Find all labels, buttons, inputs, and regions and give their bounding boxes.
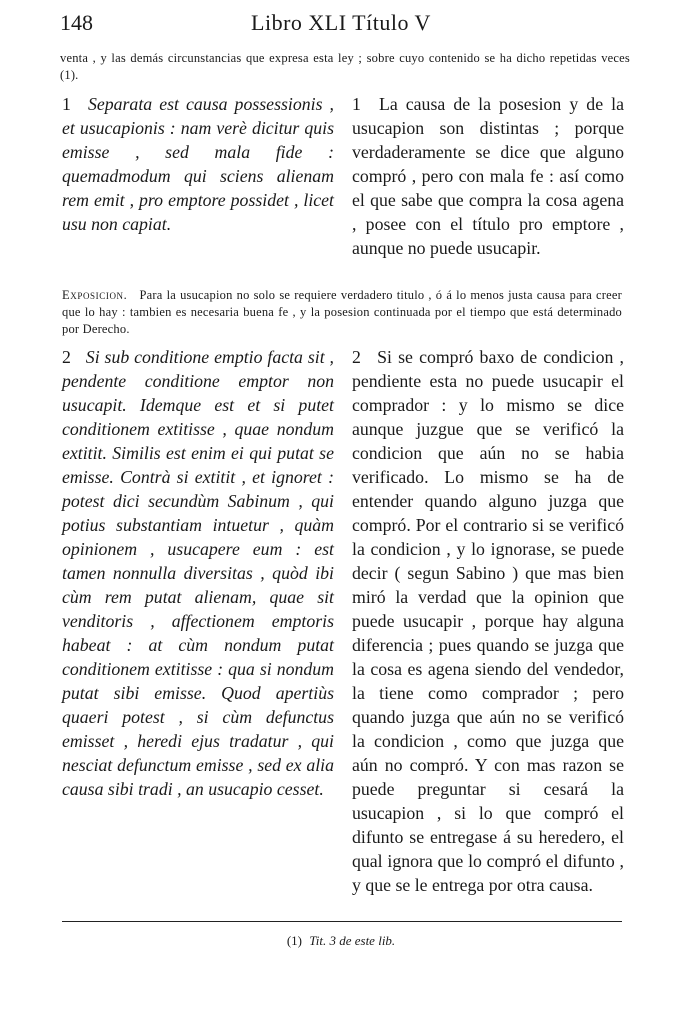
footnote-ref: (1) <box>286 933 302 948</box>
latin-paragraph-1 <box>62 92 334 236</box>
latin-paragraph-number: 1 <box>62 94 71 114</box>
exposicion-note <box>62 287 622 338</box>
footnote-text: Tit. 3 de este lib. <box>309 933 396 948</box>
footnote-divider <box>62 921 622 922</box>
latin-paragraph-2 <box>62 345 334 801</box>
page-number: 148 <box>60 10 93 35</box>
latin-paragraph-text: Si sub conditione emptio facta sit , pendente conditione emptor non usucapit. Idemque est et si putet conditionem extitisse , quae nondum extitit. Similis est enim ei qui putat se emisse. Contrà si extitit , et ignoret : potest dici secundùm Sabinum , qui potius substantiam intuetur , quàm opinionem , usucapere eum : est tamen nonnulla diversitas , quòd ibi cùm rem putat alienam, quae sit venditoris , affectionem emptoris habeat : at cùm nondum putat conditionem extitisse : qua si nondum putat sibi emisse. Quod apertiùs quaeri potest , si cùm defunctus emisset , heredi ejus tradatur , qui nesciat defunctum emisse , sed ex alia causa sibi tradi , an usucapio cesset. <box>62 347 334 799</box>
intro-continuation: venta , y las demás circunstancias que expresa esta ley ; sobre cuyo contenido se ha dicho repetidas veces (1). <box>60 51 630 82</box>
page-header <box>60 10 622 44</box>
latin-paragraph-number: 2 <box>62 347 71 367</box>
spanish-paragraph-1 <box>352 92 624 260</box>
exposicion-text: Para la usucapion no solo se requiere verdadero titulo , ó á lo menos justa causa para creer que lo hay : tambien es necesaria buena fe , y la posesion continuada por el tiempo que está determinado por Derecho. <box>62 288 623 336</box>
spanish-paragraph-text: La causa de la posesion y de la usucapion son distintas ; porque verdaderamente se dice que alguno compró , pero con mala fe : así como el que sabe que compra la cosa agena , posee con el título pro emptore , aunque no puede usucapir. <box>352 94 624 258</box>
spanish-paragraph-text: Si se compró baxo de condicion , pendiente esta no puede usucapir el comprador : y lo mismo se dice aunque juzgue que se verificó la condicion que aún no se habia verificado. Lo mismo se ha de entender quando alguno juzga que compró. Por el contrario si se verificó la condicion , y lo ignorase, se puede decir ( segun Sabino ) que mas bien miró la verdad que la opinion que puede usucapir , porque hay alguna diferencia ; pues quando se juzga que la cosa es agena siendo del vendedor, la tiene como comprador ; pero quando juzga que aún no se verificó la condicion , como que juzga que aún no compró. Y con mas razon se puede preguntar si cesará la usucapion , si lo que compró el difunto se entregase á su heredero, el qual ignora que lo compró el difunto , y que se le entrega por otra causa. <box>352 347 624 895</box>
spanish-paragraph-number: 1 <box>352 94 361 114</box>
footnote <box>0 933 682 949</box>
spanish-paragraph-number: 2 <box>352 347 361 367</box>
exposicion-label: Exposicion. <box>62 288 128 302</box>
spanish-paragraph-2 <box>352 345 624 897</box>
running-title: Libro XLI Título V <box>251 10 431 35</box>
latin-paragraph-text: Separata est causa possessionis , et usucapionis : nam verè dicitur quis emisse , sed mala fide : quemadmodum qui sciens alienam rem emit , pro emptore possidet , licet usu non capiat. <box>62 94 334 234</box>
